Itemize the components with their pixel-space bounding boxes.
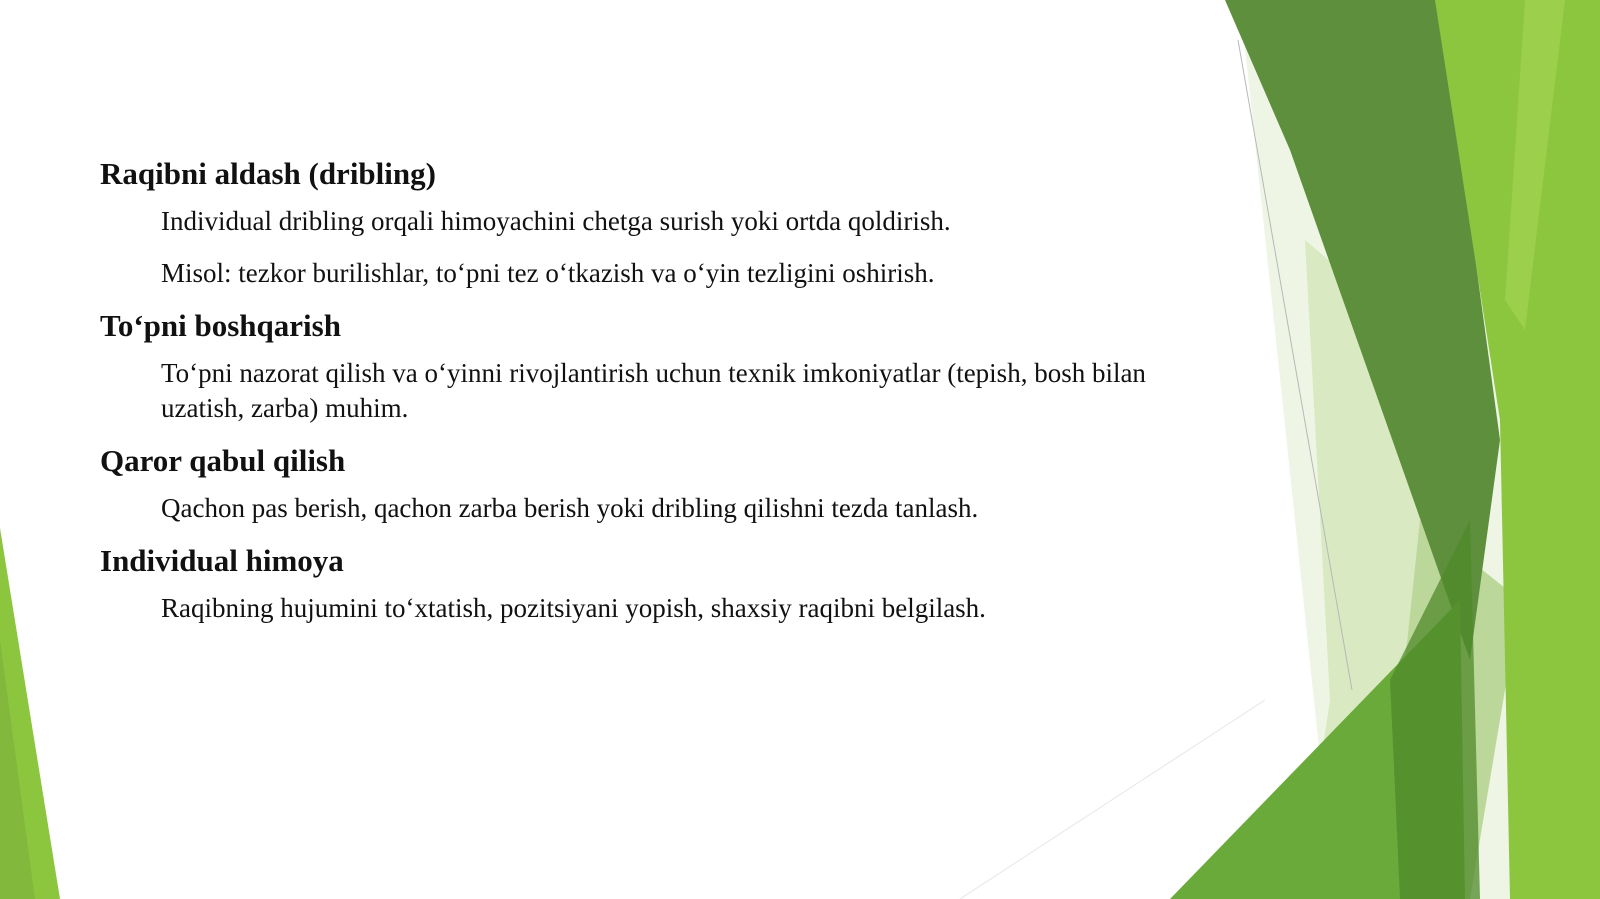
- section-decision-making: [100, 442, 1200, 526]
- section-heading: To‘pni boshqarish: [100, 308, 341, 343]
- section-ball-control: [100, 307, 1200, 426]
- bullet-point: To‘pni nazorat qilish va o‘yinni rivojlantirish uchun texnik imkoniyatlar (tepish, bosh bilan uzatish, zarba) muhim.: [161, 358, 1146, 423]
- bullet-point: Raqibning hujumini to‘xtatish, pozitsiyani yopish, shaxsiy raqibni belgilash.: [161, 593, 986, 623]
- section-individual-defense: [100, 542, 1200, 626]
- slide-content: [100, 155, 1200, 642]
- section-heading: Raqibni aldash (dribling): [100, 156, 436, 191]
- bullet-point: Individual dribling orqali himoyachini chetga surish yoki ortda qoldirish.: [161, 206, 951, 236]
- section-heading: Individual himoya: [100, 543, 344, 578]
- bullet-point: Misol: tezkor burilishlar, to‘pni tez o‘tkazish va o‘yin tezligini oshirish.: [161, 258, 935, 288]
- section-heading: Qaror qabul qilish: [100, 443, 346, 478]
- section-dribbling: [100, 155, 1200, 291]
- bullet-point: Qachon pas berish, qachon zarba berish yoki dribling qilishni tezda tanlash.: [161, 493, 979, 523]
